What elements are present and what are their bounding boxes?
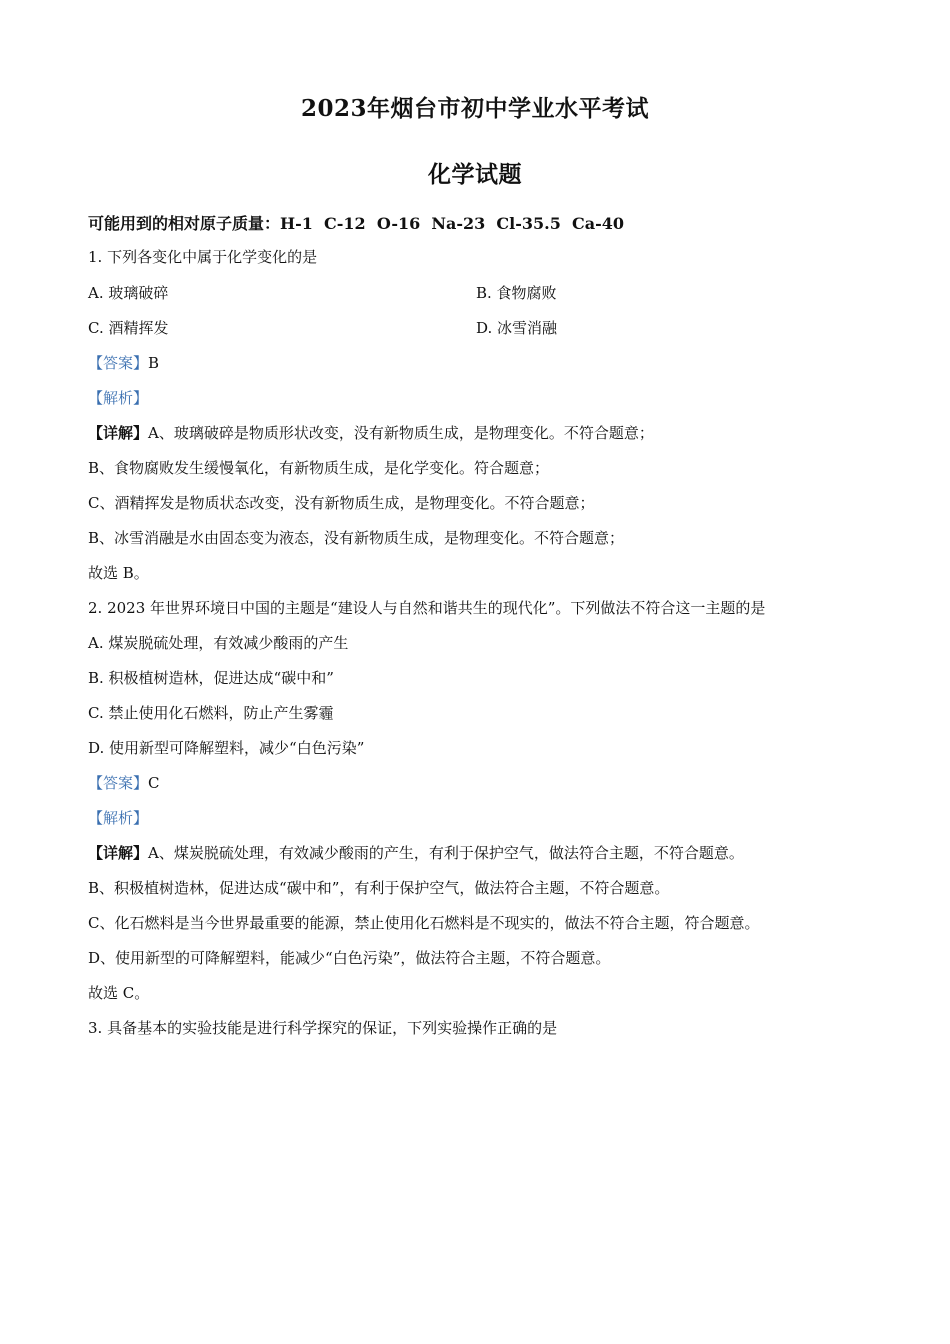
q2-answer: C: [148, 774, 160, 792]
q1-explanation-b: B、食物腐败发生缓慢氧化，有新物质生成，是化学变化。符合题意；: [88, 459, 550, 477]
q2-option-d: D. 使用新型可降解塑料，减少“白色污染”: [88, 739, 365, 757]
q2-option-a: A. 煤炭脱硫处理，有效减少酸雨的产生: [88, 634, 349, 652]
q2-explanation-c: C、化石燃料是当今世界最重要的能源，禁止使用化石燃料是不现实的，做法不符合主题，符合题意。: [88, 914, 760, 932]
q2-detail-row: [88, 843, 744, 863]
answer-tag: 【答案】: [88, 354, 149, 372]
detail-tag: 【详解】: [88, 424, 149, 442]
page-subtitle: 化学试题: [428, 161, 522, 188]
q2-option-c: C. 禁止使用化石燃料，防止产生雾霾: [88, 704, 334, 722]
q2-conclusion: 故选 C。: [88, 984, 150, 1002]
q2-answer-row: [88, 773, 160, 793]
q1-option-d: D. 冰雪消融: [476, 319, 558, 337]
page-title: 2023年烟台市初中学业水平考试: [300, 95, 649, 122]
q2-explanation-d: D、使用新型的可降解塑料，能减少“白色污染”，做法符合主题，不符合题意。: [88, 949, 611, 967]
q2-analysis-row: [88, 808, 148, 828]
q1-conclusion: 故选 B。: [88, 564, 149, 582]
analysis-tag: 【解析】: [88, 389, 149, 407]
q3-stem: 3. 具备基本的实验技能是进行科学探究的保证，下列实验操作正确的是: [88, 1019, 558, 1037]
q1-explanation-d: B、冰雪消融是水由固态变为液态，没有新物质生成，是物理变化。不符合题意；: [88, 529, 625, 547]
answer-tag: 【答案】: [88, 774, 149, 792]
q1-answer-row: [88, 353, 159, 373]
detail-tag: 【详解】: [88, 844, 149, 862]
analysis-tag: 【解析】: [88, 809, 149, 827]
atomic-masses: 可能用到的相对原子质量：H-1 C-12 O-16 Na-23 Cl-35.5 Ca-40: [88, 214, 624, 233]
q2-detail-text: A、煤炭脱硫处理，有效减少酸雨的产生，有利于保护空气，做法符合主题，不符合题意。: [148, 844, 744, 862]
q1-detail-row: [88, 423, 654, 443]
q1-option-b: B. 食物腐败: [476, 284, 557, 302]
q1-analysis-row: [88, 388, 148, 408]
q2-explanation-b: B、积极植树造林，促进达成“碳中和”，有利于保护空气，做法符合主题，不符合题意。: [88, 879, 670, 897]
q1-option-a: A. 玻璃破碎: [88, 284, 169, 302]
q1-answer: B: [148, 354, 160, 372]
q2-stem: 2. 2023 年世界环境日中国的主题是“建设人与自然和谐共生的现代化”。下列做法不符合这一主题的是: [88, 599, 766, 617]
q1-stem: 1. 下列各变化中属于化学变化的是: [88, 248, 318, 266]
q2-option-b: B. 积极植树造林，促进达成“碳中和”: [88, 669, 334, 687]
q1-explanation-c: C、酒精挥发是物质状态改变，没有新物质生成，是物理变化。不符合题意；: [88, 494, 595, 512]
q1-option-c: C. 酒精挥发: [88, 319, 169, 337]
q1-detail-text: A、玻璃破碎是物质形状改变，没有新物质生成，是物理变化。不符合题意；: [148, 424, 654, 442]
